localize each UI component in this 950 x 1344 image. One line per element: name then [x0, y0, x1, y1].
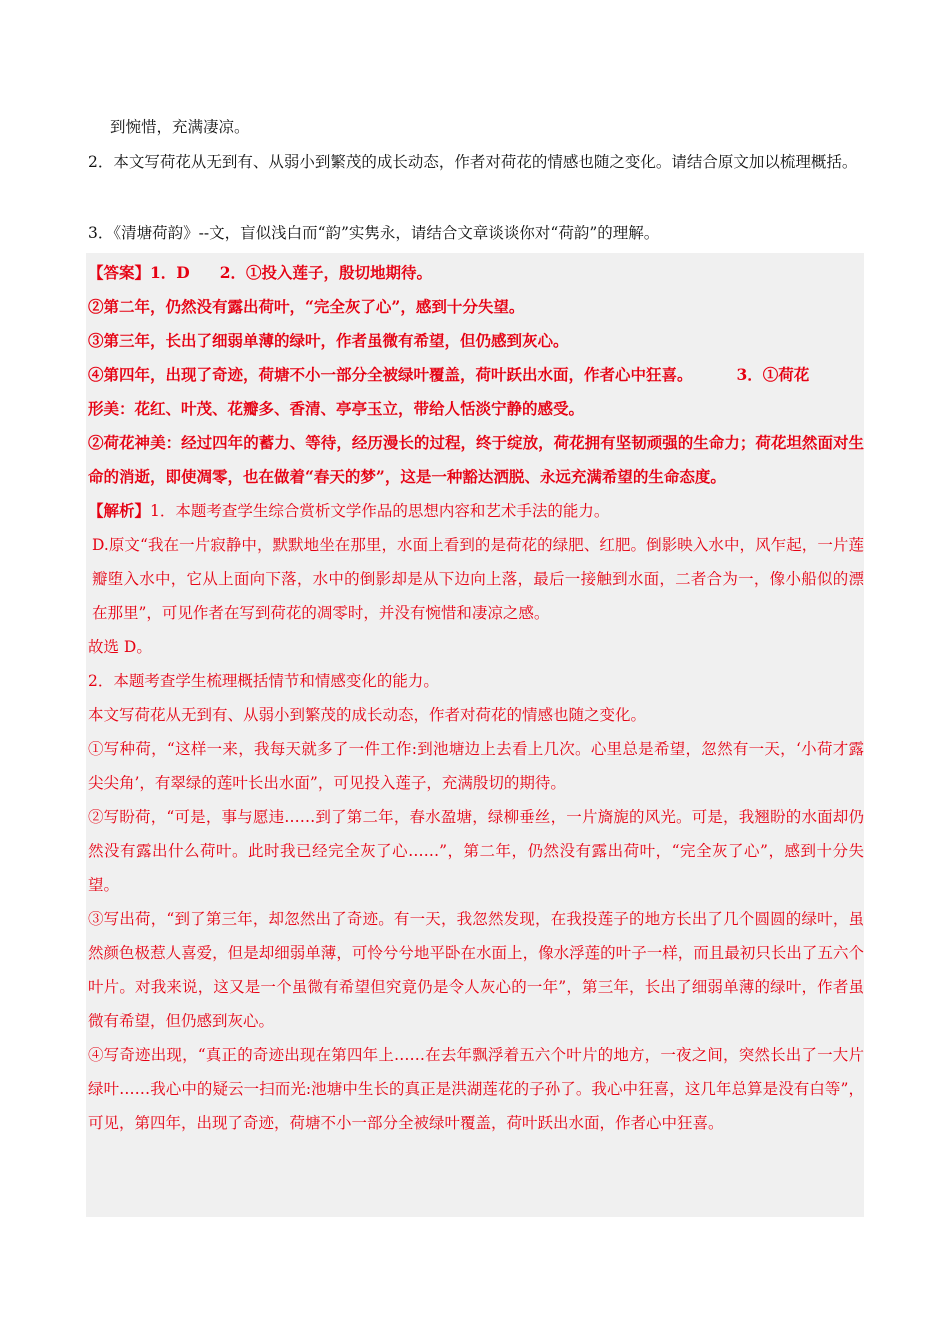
analysis-2-intro: 本文写荷花从无到有、从弱小到繁茂的成长动态，作者对荷花的情感也随之变化。 [88, 706, 647, 724]
answer-3-item-1: 形美：花红、叶茂、花瓣多、香清、亭亭玉立，带给人恬淡宁静的感受。 [88, 399, 585, 418]
analysis-2-item-1: ①写种荷，“这样一来，我每天就多了一件工作:到池塘边上去看上几次。心里总是希望，忽然有一天，‘小荷才露尖尖角’，有翠绿的莲叶长出水面”，可见投入莲子，充满殷切的期待。 [88, 740, 864, 792]
answer-2-item-2: ②第二年，仍然没有露出荷叶，“完全灰了心”，感到十分失望。 [88, 297, 525, 316]
answer-2-item-3: ③第三年，长出了细弱单薄的绿叶，作者虽微有希望，但仍感到灰心。 [88, 331, 569, 350]
answer-line-1 [88, 256, 864, 290]
analysis-quote-d: D.原文“我在一片寂静中，默默地坐在那里，水面上看到的是荷花的绿肥、红肥。倒影映入水中，风乍起，一片莲瓣堕入水中，它从上面向下落，水中的倒影却是从下边向上落，最后一接触到水面，二者合为一，像小船似的漂在那里”，可见作者在写到荷花的凋零时，并没有惋惜和凄凉之感。 [92, 536, 864, 622]
analysis-2-item-4: ④写奇迹出现，“真正的奇迹出现在第四年上……在去年飘浮着五六个叶片的地方，一夜之间，突然长出了一大片绿叶……我心中的疑云一扫而光:池塘中生长的真正是洪湖莲花的子孙了。我心中狂喜，这几年总算是没有白等”，可见，第四年，出现了奇迹，荷塘不小一部分全被绿叶覆盖，荷叶跃出水面，作者心中狂喜。 [88, 1046, 864, 1132]
answer-2-item-4: ④第四年，出现了奇迹，荷塘不小一部分全被绿叶覆盖，荷叶跃出水面，作者心中狂喜。 [88, 365, 693, 384]
question-1-tail: 到惋惜，充满凄凉。 [110, 118, 250, 136]
analysis-line-1 [88, 494, 864, 528]
answer-1: 1．D [150, 263, 190, 282]
analysis-2-item-3: ③写出荷，“到了第三年，却忽然出了奇迹。有一天，我忽然发现，在我投莲子的地方长出了几个圆圆的绿叶，虽然颜色极惹人喜爱，但是却细弱单薄，可怜兮兮地平卧在水面上，像水浮莲的叶子一样，而且最初只长出了五六个叶片。对我来说，这又是一个虽微有希望但究竟仍是令人灰心的一年”，第三年，长出了细弱单薄的绿叶，作者虽微有希望，但仍感到灰心。 [88, 910, 864, 1030]
question-2: 2．本文写荷花从无到有、从弱小到繁茂的成长动态，作者对荷花的情感也随之变化。请结合原文加以梳理概括。 [88, 153, 858, 171]
analysis-choose-d: 故选 D。 [88, 638, 152, 656]
analysis-label: 【解析】 [88, 501, 151, 520]
answer-3-start: 3．①荷花 [736, 365, 810, 384]
analysis-2-item-2: ②写盼荷，“可是，事与愿违……到了第二年，春水盈塘，绿柳垂丝，一片旖旎的风光。可是，我翘盼的水面却仍然没有露出什么荷叶。此时我已经完全灰了心……”，第二年，仍然没有露出荷叶，“完全灰了心”，感到十分失望。 [88, 808, 864, 894]
analysis-2-heading: 2．本题考查学生梳理概括情节和情感变化的能力。 [88, 672, 439, 690]
question-3: 3．《清塘荷韵》--文，盲似浅白而“韵”实隽永，请结合文章谈谈你对“荷韵”的理解。 [88, 224, 660, 242]
answer-2-item-4-line [88, 358, 864, 392]
analysis-1: 1．本题考查学生综合赏析文学作品的思想内容和艺术手法的能力。 [150, 502, 610, 520]
answer-label: 【答案】 [88, 263, 151, 282]
answer-2-start: 2．①投入莲子，殷切地期待。 [219, 263, 433, 282]
answer-3-item-2: ②荷花神美：经过四年的蓄力、等待，经历漫长的过程，终于绽放，荷花拥有坚韧顽强的生命力；荷花坦然面对生命的消逝，即使凋零，也在做着“春天的梦”，这是一种豁达洒脱、永远充满希望的生命态度。 [88, 433, 864, 486]
answer-analysis-box [86, 253, 864, 1217]
